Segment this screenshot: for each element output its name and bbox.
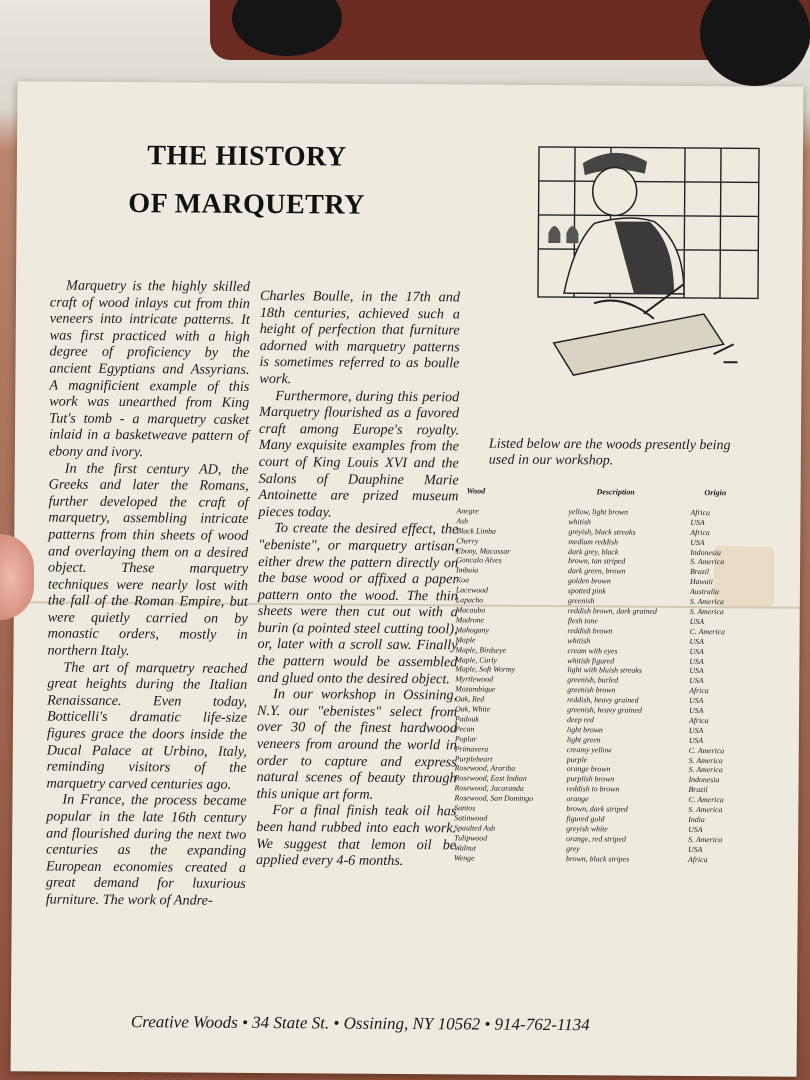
- history-column-1: [46, 278, 250, 910]
- wood-origin: USA: [689, 646, 704, 656]
- paragraph: The art of marquetry reached great heights during the Italian Renaissance. Even today, Botticelli's dramatic life-size figures grace the doors inside the Ducal Palace at Urbino, Italy, reminding visitors of the marquetry carved centuries ago.: [46, 659, 248, 793]
- paragraph: Charles Boulle, in the 17th and 18th centuries, achieved such a height of perfection that furniture adorned with marquetry patterns is sometimes referred to as boulle work.: [259, 287, 461, 388]
- title-line-2: OF MARQUETRY: [128, 188, 365, 221]
- wood-name: Cherry: [456, 535, 479, 546]
- woods-table-body: [450, 506, 752, 865]
- paragraph: Furthermore, during this period Marquetry flourished as a favored craft among Europe's royalty. Many exquisite examples from the court of King Louis XVI and the Salons of Dauphine Marie Antoinette are prized museum pieces today.: [258, 387, 460, 521]
- wood-name: Walnut: [454, 843, 476, 853]
- wood-origin: S. America: [688, 805, 723, 815]
- wood-description: whitish: [567, 635, 591, 645]
- wood-origin: USA: [689, 636, 704, 646]
- wood-name: Myrtlewood: [455, 674, 494, 684]
- wood-origin: S. America: [689, 597, 724, 607]
- wood-description: purple: [566, 754, 588, 764]
- wood-origin: Indonesia: [688, 775, 720, 785]
- wood-origin: Australia: [689, 587, 719, 597]
- wood-name: Maple, Birdseye: [455, 644, 507, 655]
- wood-origin: USA: [689, 696, 704, 706]
- wood-origin: USA: [690, 517, 705, 527]
- wood-description: orange: [566, 794, 589, 804]
- wood-origin: USA: [688, 735, 704, 745]
- wood-name: Rosewood, East Indian: [454, 773, 527, 784]
- wood-name: Maple: [455, 635, 476, 645]
- wood-origin: USA: [689, 616, 705, 626]
- wood-origin: India: [688, 814, 705, 825]
- history-column-2: [256, 288, 460, 870]
- wood-origin: USA: [689, 676, 704, 686]
- wood-name: Mozambique: [455, 684, 496, 694]
- wood-description: reddish brown: [567, 625, 613, 636]
- wood-description: medium reddish: [568, 536, 619, 547]
- wood-origin: C. America: [689, 626, 726, 637]
- wood-description: greenish: [567, 596, 595, 606]
- wood-name: Goncalo Alves: [456, 555, 502, 566]
- wood-origin: USA: [688, 824, 703, 834]
- paragraph: Marquetry is the highly skilled craft of wood inlays cut from thin veneers into intricate patterns. It was first practiced with a high degree of proficiency by the ancient Egyptians and Assyrians. A magnificient example of this work was unearthed from King Tut's tomb - a marquetry casket inlaid in a basketweave pattern of ebony and ivory.: [48, 277, 251, 461]
- wood-origin: Africa: [690, 527, 710, 537]
- wood-origin: Africa: [688, 854, 708, 864]
- wood-origin: Brazil: [688, 785, 708, 795]
- woods-table: [450, 486, 753, 865]
- wood-name: Oak, Red: [455, 694, 485, 704]
- wood-name: Lapacho: [455, 595, 484, 605]
- wood-name: Maple, Soft Wormy: [455, 664, 516, 675]
- wood-name: Ash: [456, 516, 469, 526]
- wood-name: Santos: [454, 803, 476, 813]
- wood-name: Lacewood: [455, 585, 489, 595]
- wood-origin: Africa: [690, 507, 711, 518]
- wood-name: Rosewood, Arariba: [454, 763, 516, 774]
- header-origin: Origin: [704, 488, 727, 498]
- wood-origin: S. America: [689, 606, 724, 617]
- wood-description: greyish, black streaks: [568, 526, 636, 537]
- wood-name: Imbuia: [456, 565, 479, 575]
- header-wood: Wood: [466, 486, 486, 496]
- wood-name: Spaulted Ash: [454, 823, 496, 833]
- wood-description: yellow, light brown: [568, 507, 629, 517]
- wood-name: Purpleheart: [454, 753, 493, 764]
- wood-description: whitish figured: [567, 655, 615, 665]
- wood-name: Maple, Curly: [455, 654, 498, 665]
- wood-origin: USA: [689, 706, 704, 716]
- wood-origin: USA: [689, 666, 704, 676]
- wood-name: Rosewood, Jacaranda: [454, 783, 524, 794]
- wood-description: creamy yellow: [566, 744, 612, 755]
- marquetry-flyer: [11, 81, 804, 1076]
- wood-name: Anegre: [456, 506, 479, 516]
- wood-name: Padouk: [454, 714, 479, 724]
- wood-description: light with bluish streaks: [567, 665, 642, 676]
- wood-name: Rosewood, San Domingo: [454, 793, 534, 804]
- wood-origin: S. America: [688, 765, 723, 775]
- wood-description: cream with eyes: [567, 645, 618, 656]
- wood-origin: USA: [689, 656, 704, 666]
- wood-description: reddish to brown: [566, 784, 620, 794]
- wood-description: reddish, heavy grained: [567, 695, 639, 705]
- wood-description: greenish, heavy grained: [567, 705, 642, 715]
- wood-origin: Brazil: [690, 567, 710, 577]
- table-row: [450, 853, 750, 865]
- wood-name: Mahogany: [455, 625, 490, 635]
- wood-description: whitish: [568, 516, 591, 527]
- paragraph: For a final finish teak oil has been hand rubbed into each work. We suggest that lemon oil be applied every 4-6 months.: [255, 802, 457, 870]
- paragraph: In our workshop in Ossining, N.Y. our "ebenistes" select from over 30 of the finest hardwood veneers from around the world in order to capture and express natural scenes of beauty through this unique art form.: [256, 686, 458, 803]
- paragraph: In the first century AD, the Greeks and later the Romans, further developed the craft of marquetry, assembling intricate patterns from thin sheets of wood and overlaying them on a desired object. These marquetry techniques were nearly lost with the fall of the Roman Empire, but were quietly carried on by monastic orders, mostly in northern Italy.: [47, 460, 249, 660]
- wood-description: light green: [566, 734, 601, 745]
- wood-description: figured gold: [566, 814, 605, 824]
- wood-description: spotted pink: [567, 586, 606, 596]
- wood-name: Madrone: [455, 615, 485, 625]
- wood-description: golden brown: [567, 576, 611, 586]
- wood-description: dark green, brown: [568, 566, 626, 576]
- wood-description: grey: [566, 843, 580, 853]
- wood-origin: S. America: [688, 834, 723, 845]
- wood-name: Poplar: [454, 734, 477, 744]
- flyer-title: [96, 132, 397, 230]
- wood-name: Macauba: [455, 605, 486, 615]
- wood-description: dark grey, black: [568, 546, 619, 557]
- wood-description: orange brown: [566, 764, 611, 774]
- wood-origin: Hawaii: [689, 577, 713, 587]
- wood-name: Pecan: [454, 724, 475, 734]
- craftsman-illustration: [533, 143, 767, 383]
- wood-origin: Africa: [688, 715, 709, 726]
- wood-origin: C. America: [688, 745, 725, 755]
- wood-origin: S. America: [688, 755, 723, 765]
- wood-name: Black Limba: [456, 526, 497, 536]
- flyer-footer: Creative Woods • 34 State St. • Ossining, NY 10562 • 914-762-1134: [130, 1012, 590, 1035]
- woods-table-header: [453, 486, 753, 498]
- wood-name: Ebony, Macassar: [456, 545, 511, 556]
- wood-description: flesh tone: [567, 615, 598, 626]
- wood-description: brown, black stripes: [566, 853, 630, 864]
- wood-description: purplish brown: [566, 774, 615, 784]
- header-description: Description: [596, 487, 635, 497]
- wood-description: deep red: [566, 715, 594, 725]
- wood-name: Primavera: [454, 743, 489, 754]
- paragraph: In France, the process became popular in the late 16th century and flourished during the next two centuries as the expanding European economies created a great demand for luxurious furniture. The work of Andre-: [45, 792, 247, 909]
- wood-origin: USA: [688, 844, 703, 854]
- wood-description: greenish brown: [567, 685, 616, 695]
- wood-name: Wenge: [454, 852, 475, 863]
- wood-description: greyish white: [566, 824, 608, 834]
- wood-origin: Africa: [689, 686, 709, 696]
- wood-origin: USA: [688, 725, 704, 735]
- woods-intro: Listed below are the woods presently being used in our workshop.: [488, 436, 731, 469]
- wood-description: orange, red striped: [566, 833, 626, 844]
- paragraph: To create the desired effect, the "ebeniste", or marquetry artisan, either drew the pattern directly on the base wood or affixed a paper pattern onto the wood. The thin sheets were then cut out with a burin (a pointed steel cutting tool), or, later with a scroll saw. Finally the pattern would be assembled and glued onto the desired object.: [257, 520, 459, 687]
- wood-origin: S. America: [690, 557, 725, 567]
- title-line-1: THE HISTORY: [147, 140, 347, 173]
- wood-origin: USA: [690, 537, 705, 547]
- wood-name: Oak, White: [455, 704, 491, 714]
- wood-description: greenish, burled: [567, 675, 619, 685]
- wood-name: Tulipwood: [454, 833, 488, 843]
- wood-name: Satinwood: [454, 813, 488, 823]
- wood-description: brown, tan striped: [568, 556, 626, 566]
- wood-origin: Indonesia: [690, 547, 721, 557]
- wood-name: Koa: [455, 575, 470, 585]
- wood-origin: C. America: [688, 795, 724, 805]
- wood-description: brown, dark striped: [566, 804, 628, 814]
- wood-description: reddish brown, dark grained: [567, 606, 657, 616]
- wood-description: light brown: [566, 724, 603, 735]
